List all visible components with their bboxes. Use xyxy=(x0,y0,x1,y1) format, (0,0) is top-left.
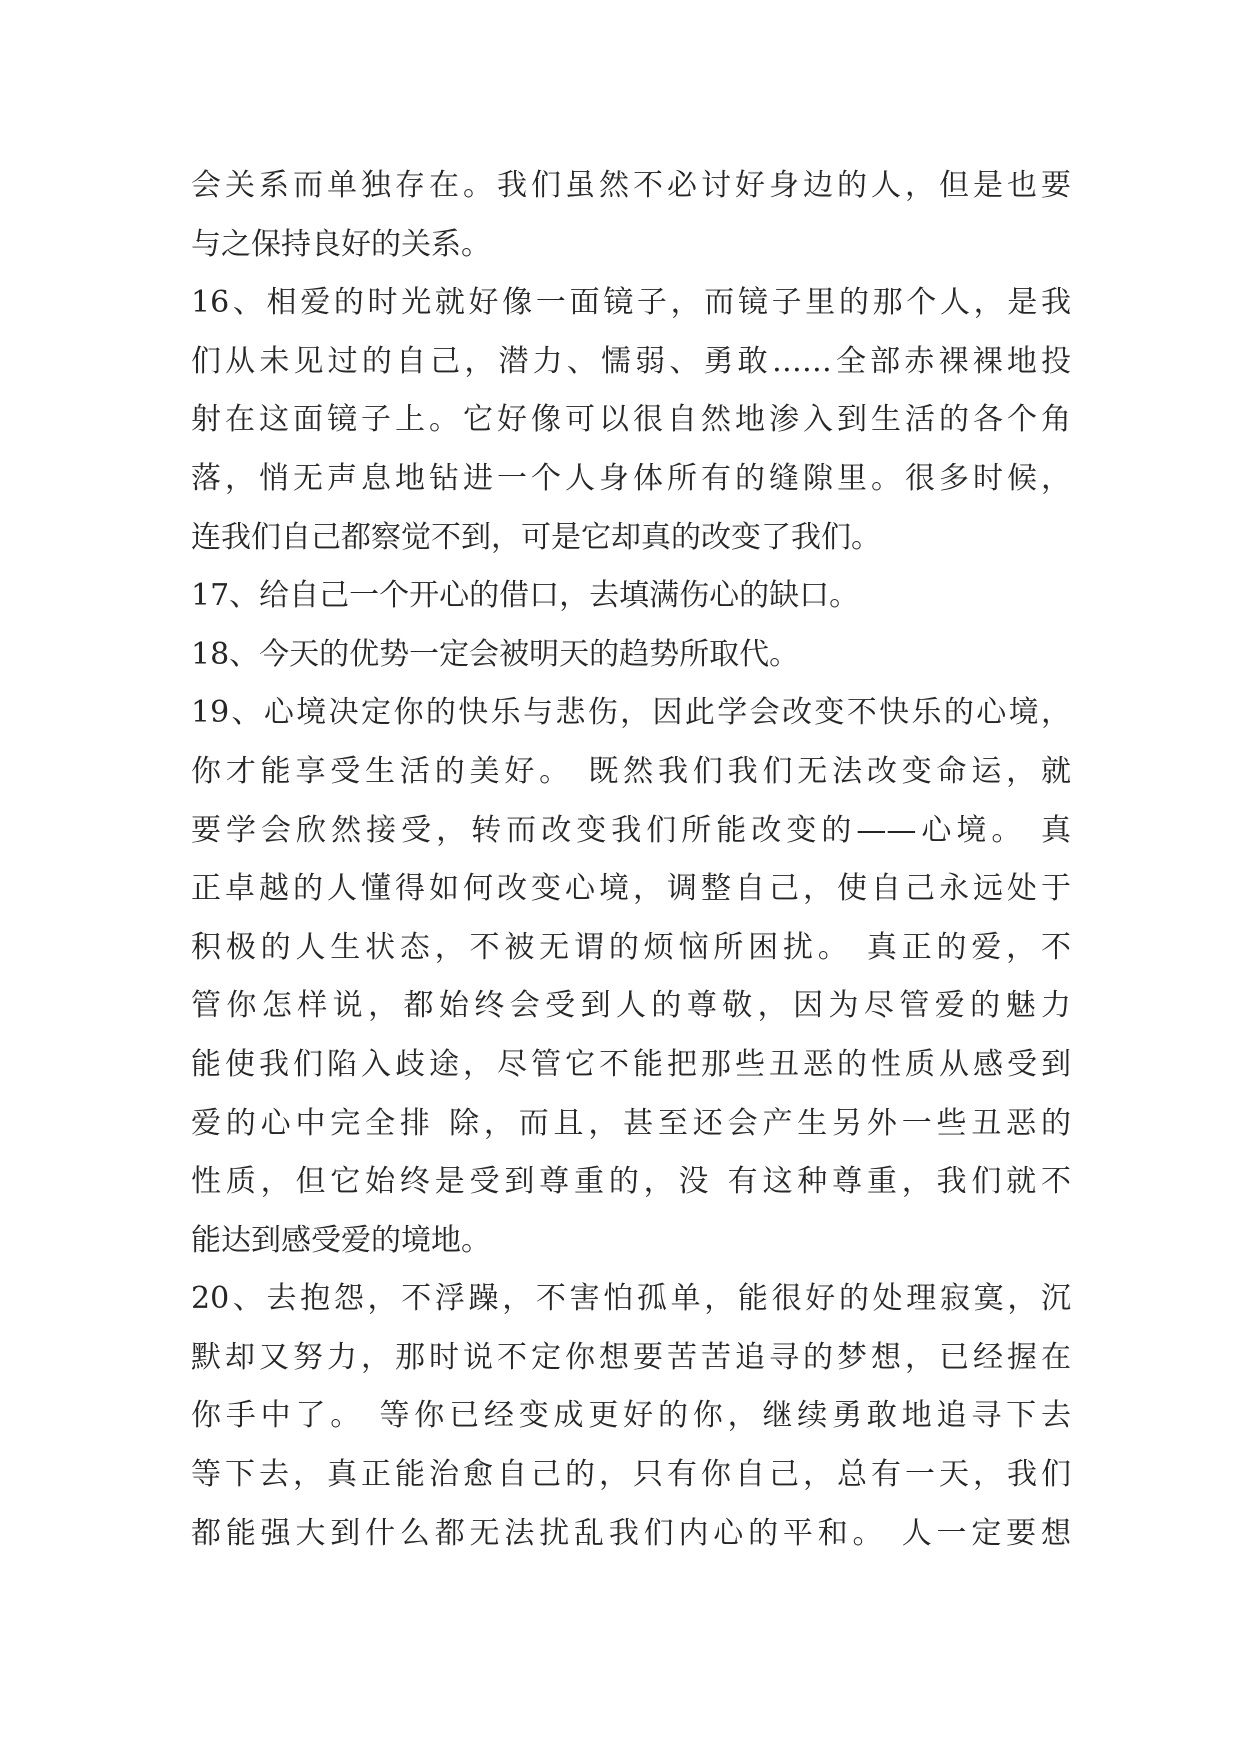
text-line: 你手中了。 等你已经变成更好的你，继续勇敢地追寻下去 xyxy=(191,1398,1071,1434)
text-line: 要学会欣然接受，转而改变我们所能改变的——心境。 真 xyxy=(191,812,1071,848)
body-text xyxy=(191,157,1071,1563)
text-line: 与之保持良好的关系。 xyxy=(191,226,491,262)
text-line: 默却又努力，那时说不定你想要苦苦追寻的梦想，已经握在 xyxy=(191,1339,1071,1375)
text-line: 你才能享受生活的美好。 既然我们我们无法改变命运，就 xyxy=(191,753,1071,789)
text-line: 落，悄无声息地钻进一个人身体所有的缝隙里。很多时候， xyxy=(191,460,1071,496)
text-line: 等下去，真正能治愈自己的，只有你自己，总有一天，我们 xyxy=(191,1457,1071,1493)
text-line: 积极的人生状态，不被无谓的烦恼所困扰。 真正的爱，不 xyxy=(191,929,1071,965)
text-line: 性质，但它始终是受到尊重的，没 有这种尊重，我们就不 xyxy=(191,1164,1071,1200)
text-line: 连我们自己都察觉不到，可是它却真的改变了我们。 xyxy=(191,519,881,555)
text-line: 会关系而单独存在。我们虽然不必讨好身边的人，但是也要 xyxy=(191,168,1071,203)
text-line: 射在这面镜子上。它好像可以很自然地渗入到生活的各个角 xyxy=(191,402,1071,438)
text-line: 17、给自己一个开心的借口，去填满伤心的缺口。 xyxy=(191,578,860,614)
text-line: 19、心境决定你的快乐与悲伤，因此学会改变不快乐的心境， xyxy=(191,695,1071,731)
text-line: 18、今天的优势一定会被明天的趋势所取代。 xyxy=(191,636,800,672)
text-line: 能达到感受爱的境地。 xyxy=(191,1222,491,1258)
text-line: 正卓越的人懂得如何改变心境，调整自己，使自己永远处于 xyxy=(191,871,1071,907)
text-line: 管你怎样说，都始终会受到人的尊敬，因为尽管爱的魅力 xyxy=(191,988,1071,1024)
text-line: 16、相爱的时光就好像一面镜子，而镜子里的那个人，是我 xyxy=(191,285,1071,321)
text-line: 20、去抱怨，不浮躁，不害怕孤单，能很好的处理寂寞，沉 xyxy=(191,1281,1071,1317)
text-line: 都能强大到什么都无法扰乱我们内心的平和。 人一定要想 xyxy=(191,1515,1071,1551)
text-line: 们从未见过的自己，潜力、懦弱、勇敢……全部赤裸裸地投 xyxy=(191,343,1071,379)
text-line: 能使我们陷入歧途，尽管它不能把那些丑恶的性质从感受到 xyxy=(191,1046,1071,1082)
text-line: 爱的心中完全排 除，而且，甚至还会产生另外一些丑恶的 xyxy=(191,1105,1071,1141)
